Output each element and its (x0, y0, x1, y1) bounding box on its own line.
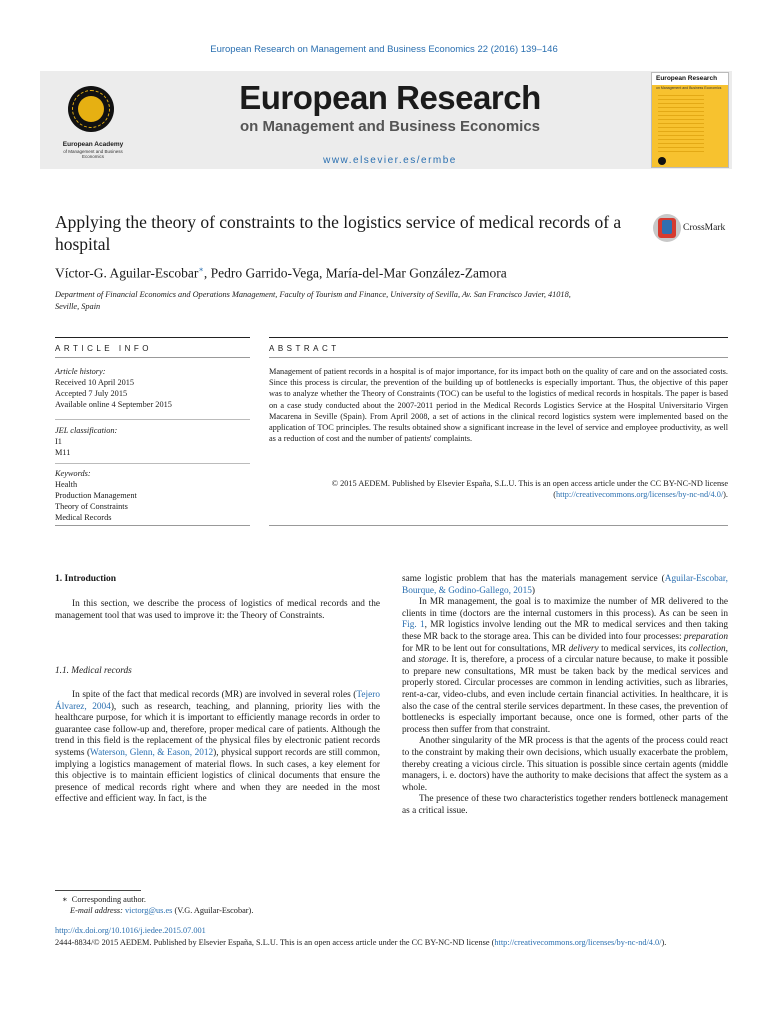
license-link[interactable]: http://creativecommons.org/licenses/by-nc-nd/4.0/ (494, 938, 662, 947)
paper-title: Applying the theory of constraints to the logistics service of medical records of a hospital (55, 212, 622, 254)
divider (269, 337, 728, 338)
paragraph: same logistic problem that has the materials management service (Aguilar-Escobar, Bourque, & Godino-Gallego, 2015) (402, 574, 728, 596)
masthead-subtitle: on Management and Business Economics (239, 118, 541, 135)
article-info-heading: ARTICLE INFO (55, 344, 152, 353)
divider (55, 357, 250, 358)
paragraph: In MR management, the goal is to maximize the number of MR delivered to the clients in time (doctors are the internal customers in this process). As can be seen in Fig. 1, MR logistics involve lending out the MR to medical services and then taking these MR back to the storage area. This can be divided into four processes: preparation for MR to be lent out for consultations, MR delivery to medical services, its collection, and storage. It is, therefore, a process of a circular nature because, to make it possible to prepare new consultations, MR must be taken back by the medical services and properly stored. Circular processes are common in lending activities, such as libraries, rent-a-car, video-clubs, and even include certain financial activities. In healthcare, it is also the case of the central sterile services department. In these cases, the prevention of bottlenecks is especially important because, once one is formed, other parts of the process then suffer from that constraint. (402, 597, 728, 735)
doi-link[interactable]: http://dx.doi.org/10.1016/j.iedee.2015.07.001 (55, 926, 206, 935)
license-link[interactable]: http://creativecommons.org/licenses/by-nc-nd/4.0/ (556, 490, 724, 500)
copyright-text: © 2015 AEDEM. Published by Elsevier España, S.L.U. This is an open access article under the CC BY-NC-ND license ( (331, 479, 728, 500)
divider (55, 337, 250, 338)
jel-code: I1 (55, 437, 62, 446)
journal-cover-thumbnail[interactable] (651, 72, 729, 168)
subsection-heading-medical-records: 1.1. Medical records (55, 666, 132, 676)
aedem-logo-icon (68, 86, 114, 132)
copyright-close: ). (723, 490, 728, 500)
divider (55, 463, 250, 464)
journal-reference-link[interactable]: European Research on Management and Business Economics 22 (2016) 139–146 (210, 44, 558, 55)
footnote-corresponding-author: ∗ Corresponding author. (62, 895, 146, 904)
keyword: Theory of Constraints (55, 502, 128, 511)
abstract-copyright (269, 478, 728, 500)
right-column-text (402, 574, 728, 817)
cover-text-lines (658, 95, 704, 155)
jel-label: JEL classification: (55, 426, 118, 435)
citation-link[interactable]: Waterson, Glenn, & Eason, 2012 (90, 747, 214, 758)
citation-link[interactable]: Aguilar-Escobar, Bourque, & Godino-Gallego, 2015 (402, 574, 728, 596)
section-heading-introduction: 1. Introduction (55, 574, 117, 584)
crossmark-icon (653, 214, 681, 242)
abstract-heading: ABSTRACT (269, 344, 340, 353)
jel-code: M11 (55, 448, 71, 457)
accepted-date: Accepted 7 July 2015 (55, 389, 128, 398)
cover-title: European Research (656, 75, 718, 82)
received-date: Received 10 April 2015 (55, 378, 135, 387)
divider (269, 525, 728, 526)
divider (55, 419, 250, 420)
paragraph: In spite of the fact that medical records (MR) are involved in several roles (Tejero Álvarez, 2004), such as research, teaching, and planning, priority lies with the healthcare purpose, for which it is important to efficiently manage records in order to guarantee case follow-up and, therefore, proper medical care of patients. Although the trend in this field is the replacement of the physical files by electronic patient records systems (Waterson, Glenn, & Eason, 2012), physical support records are still common, implying a logistics management of material flows. In such cases, a key element for this objective is to maintain efficient logistics of clinical documents that ensure the presence of medical records right where and when they are needed in the most effective and efficient way. In fact, is the (55, 690, 380, 805)
logo-subtitle: of Management and Business Economics (63, 149, 123, 159)
cover-subtitle: on Management and Business Economics (656, 86, 722, 90)
crossmark-label: CrossMark (683, 223, 726, 233)
cover-logo-icon (658, 157, 666, 165)
email-link[interactable]: victorg@us.es (125, 906, 173, 915)
corresponding-author-link[interactable]: ∗ (198, 265, 204, 274)
footnote-email: E-mail address: victorg@us.es (V.G. Aguilar-Escobar). (70, 906, 254, 915)
citation-link[interactable]: Tejero Álvarez, 2004 (55, 690, 380, 712)
keyword: Production Management (55, 491, 137, 500)
keyword: Health (55, 480, 78, 489)
history-label: Article history: (55, 367, 106, 376)
author-name: Víctor-G. Aguilar-Escobar (55, 265, 199, 281)
abstract-text: Management of patient records in a hospital is of major importance, for its impact both on the quality of care and on the associated costs. Since this process is circular, the prevention of the building up of bottlenecks is especially important. Thus, the objective of this paper was to analyze whether the Theory of Constraints (TOC) can be useful to the logistics of medical records in hospitals. The paper is based on a case study conducted about the 2007-2011 period in the Medical Records Logistics Service at the Hospital Universitario Virgen Macarena in Seville (Spain). From April 2008, a set of actions in the clinical record logistics system were implemented based on the application of TOC principles. The results obtained show a significant increase in the level of service and employee productivity, as well as a reduction of cost and the number of patients' complaints. (269, 367, 728, 444)
paragraph: The presence of these two characteristics together renders bottleneck management as a critical issue. (402, 794, 728, 816)
license-statement: 2444-8834/© 2015 AEDEM. Published by Elsevier España, S.L.U. This is an open access article under the CC BY-NC-ND license (http://creativecommons.org/licenses/by-nc-nd/4.0/). (55, 938, 667, 947)
journal-url-link[interactable]: www.elsevier.es/ermbe (323, 155, 457, 166)
masthead-title: European Research (239, 79, 541, 116)
affiliation: Department of Financial Economics and Operations Management, Faculty of Tourism and Finance, University of Sevilla, Av. San Francisco Javier, 41018, Seville, Spain (55, 290, 571, 311)
logo-name: European Academy (62, 141, 124, 148)
divider (269, 357, 728, 358)
keyword: Medical Records (55, 513, 112, 522)
paragraph: In this section, we describe the process of logistics of medical records and the management tool that was used to improve it: the Theory of Constraints. (55, 599, 380, 621)
figure-link[interactable]: Fig. 1 (402, 620, 425, 631)
footnote-divider (55, 890, 141, 891)
divider (55, 525, 250, 526)
coauthor-names: , Pedro Garrido-Vega, María-del-Mar González-Zamora (203, 265, 507, 281)
online-date: Available online 4 September 2015 (55, 400, 172, 409)
paragraph: Another singularity of the MR process is that the agents of the process could react to the constraint by making their own decisions, which usually exacerbate the problem, thereby creating a vicious circle. This situation is possible since certain agents (middle managers, i. e. doctors) have the authority to make decisions that affect the system as a whole. (402, 736, 728, 793)
intro-paragraph (55, 599, 380, 622)
medical-records-paragraph (55, 690, 380, 806)
author-list (55, 265, 695, 282)
keywords-label: Keywords: (55, 469, 91, 478)
crossmark-button[interactable] (653, 214, 733, 244)
